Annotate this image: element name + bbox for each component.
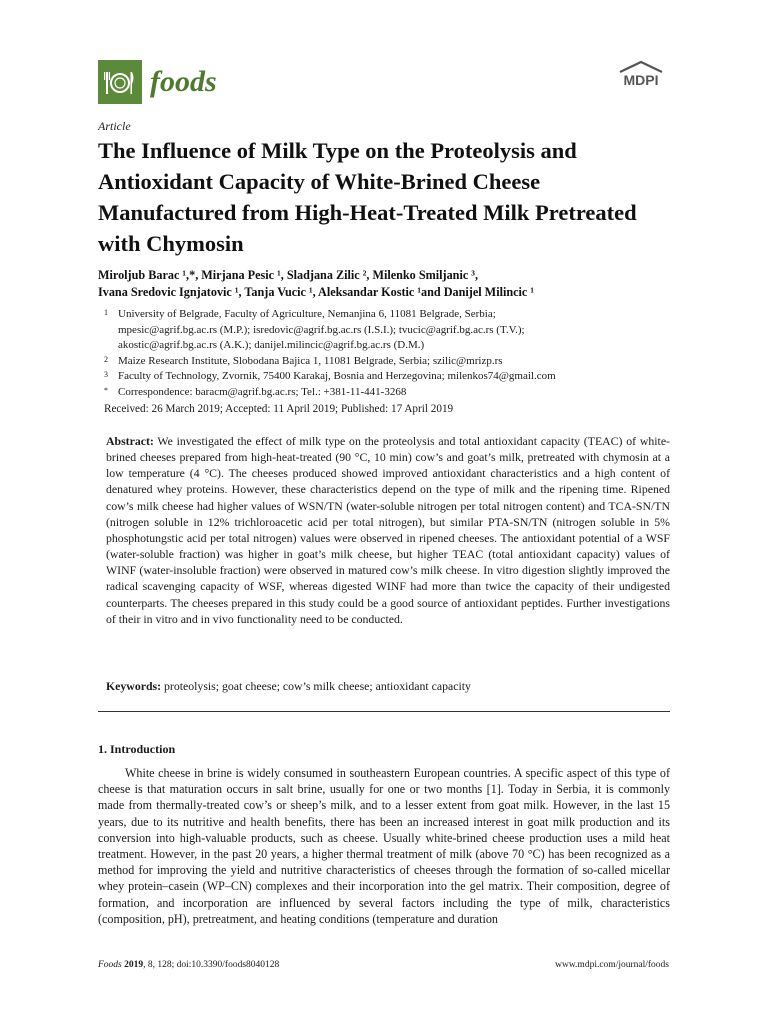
correspondence-line: Correspondence: baracm@agrif.bg.ac.rs; Tel.: +381-11-441-3268	[118, 385, 407, 398]
correspondence	[104, 385, 664, 401]
affiliation-1	[104, 307, 664, 354]
footer-citation-details: , 8, 128; doi:10.3390/foods8040128	[143, 960, 280, 970]
plate-cutlery-icon	[98, 60, 142, 104]
journal-logo[interactable]	[98, 60, 217, 104]
article-type: Article	[98, 119, 131, 133]
publication-dates: Received: 26 March 2019; Accepted: 11 April 2019; Published: 17 April 2019	[104, 403, 454, 415]
affiliation-line: Faculty of Technology, Zvornik, 75400 Karakaj, Bosnia and Herzegovina; milenkos74@gmail.com	[118, 370, 556, 383]
svg-text:MDPI: MDPI	[623, 72, 659, 88]
abstract-text: We investigated the effect of milk type on the proteolysis and total antioxidant capacity (TEAC) of white-brined cheeses prepared from high-heat-treated (90 °C, 10 min) cow’s and goat’s milk, pretreated with chymosin at a low temperature (4 °C). The cheeses produced showed improved antioxidant characteristics and a high content of denatured whey proteins. However, these characteristics depend on the type of milk and the ripening time. Ripened cow’s milk cheese had higher values of WSN/TN (water-soluble nitrogen per total nitrogen content) and TCA-SN/TN (nitrogen soluble in 12% trichloroacetic acid per total nitrogen), but similar PTA-SN/TN (nitrogen soluble in 5% phosphotungstic acid per total nitrogen) values were observed in ripened cheeses. The antioxidant potential of a WSF (water-soluble fraction) was higher in goat’s milk cheese, but higher TEAC (total antioxidant capacity) values of WINF (water-insoluble fraction) were observed in matured cow’s milk cheese. In vitro digestion slightly improved the radical scavenging capacity of WSF, whereas digested WINF had more than twice the capacity of their undigested counterparts. The cheeses prepared in this study could be a good source of antioxidant peptides. Further investigations of their in vitro and in vivo functionality need to be conducted.	[106, 434, 670, 626]
divider	[98, 711, 670, 712]
affiliation-mark: 3	[104, 370, 108, 380]
footer-year: 2019	[124, 960, 144, 970]
affiliation-mark: 2	[104, 354, 108, 364]
author-list	[98, 267, 668, 301]
affiliation-3	[104, 369, 664, 385]
keywords	[106, 679, 471, 694]
introduction-paragraph: White cheese in brine is widely consumed in southeastern European countries. A specific aspect of this type of cheese is that maturation occurs in salt brine, usually for one or two months [1]. Today in Serbia, it is commonly made from thermally-treated cow’s or sheep’s milk, and to a lesser extent from goat milk. However, in the last 15 years, due to its nutritive and health benefits, there has been an increased interest in goat milk production and its conversion into high-valuable products, such as cheese. Usually white-brined cheese production uses a mild heat treatment. However, in the past 20 years, a higher thermal treatment of milk (above 70 °C) has been recognized as a method for improving the yield and nutritive characteristics of cheeses through the formation of so-called micellar whey protein–casein (WP–CN) complexes and their incorporation into the gel matrix. Their composition, degree of formation, and incorporation are influenced by several factors including the type of milk, characteristics (composition, pH), pretreatment, and heating conditions (temperature and duration	[98, 766, 670, 926]
affiliation-line: akostic@agrif.bg.ac.rs (A.K.); danijel.milincic@agrif.bg.ac.rs (D.M.)	[118, 339, 425, 352]
abstract-label: Abstract:	[106, 434, 154, 448]
abstract	[106, 433, 670, 627]
correspondence-mark: *	[104, 385, 108, 395]
article-title: The Influence of Milk Type on the Proteolysis and Antioxidant Capacity of White-Brined Cheese Manufactured from High-Heat-Treated Milk Pretreated with Chymosin	[98, 138, 637, 256]
affiliation-line: mpesic@agrif.bg.ac.rs (M.P.); isredovic@agrif.bg.ac.rs (I.S.I.); tvucic@agrif.bg.ac.rs (T.V.);	[118, 323, 525, 336]
footer-url[interactable]: www.mdpi.com/journal/foods	[555, 960, 669, 970]
footer-journal: Foods	[98, 960, 122, 970]
keywords-text: proteolysis; goat cheese; cow’s milk cheese; antioxidant capacity	[164, 679, 471, 693]
author-line: Ivana Sredovic Ignjatovic ¹, Tanja Vucic ¹, Aleksandar Kostic ¹and Danijel Milincic ¹	[98, 285, 535, 299]
affiliation-2	[104, 354, 664, 370]
affiliation-line: University of Belgrade, Faculty of Agriculture, Nemanjina 6, 11081 Belgrade, Serbia;	[118, 308, 496, 320]
affiliations	[104, 307, 664, 401]
journal-name: foods	[150, 65, 217, 98]
keywords-label: Keywords:	[106, 679, 162, 693]
footer-citation	[98, 960, 279, 970]
affiliation-mark: 1	[104, 308, 108, 317]
affiliation-line: Maize Research Institute, Slobodana Bajica 1, 11081 Belgrade, Serbia; szilic@mrizp.rs	[118, 354, 503, 367]
mdpi-logo[interactable]	[612, 58, 670, 97]
author-line: Miroljub Barac ¹,*, Mirjana Pesic ¹, Sladjana Zilic ², Milenko Smiljanic ³,	[98, 268, 479, 282]
section-heading: 1. Introduction	[98, 742, 176, 756]
